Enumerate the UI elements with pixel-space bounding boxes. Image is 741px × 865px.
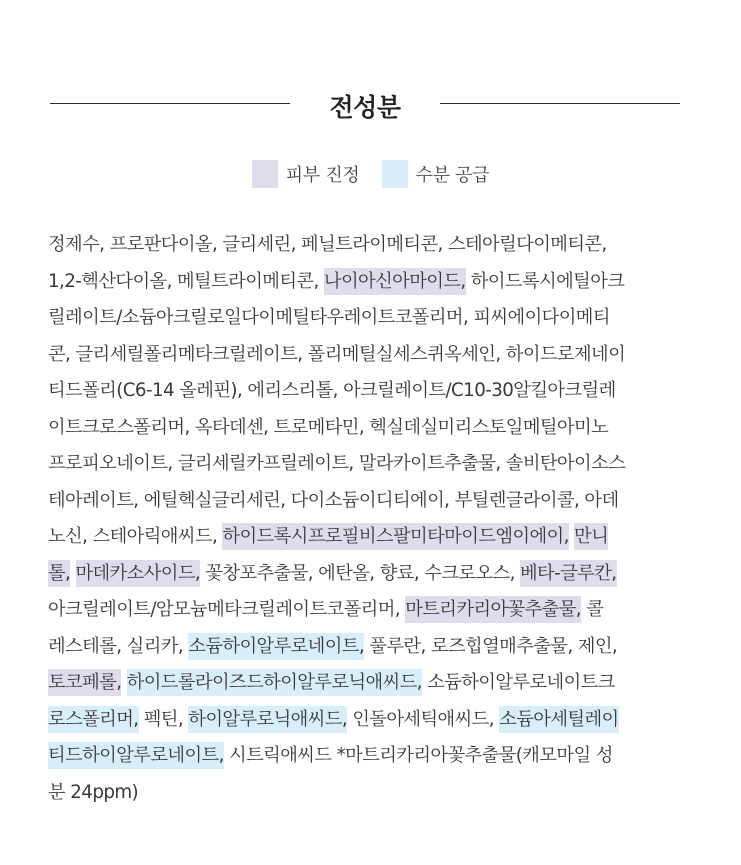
- ingredient-soothing: 톨,: [48, 560, 70, 587]
- ingredient-text: 콜: [581, 599, 604, 620]
- ingredient-line: [48, 629, 688, 666]
- section-title: 전성분: [329, 93, 401, 122]
- ingredient-text: 정제수, 프로판다이올, 글리세린, 페닐트라이메티콘, 스테아릴다이메티콘,: [48, 234, 607, 255]
- ingredient-text: 레스테롤, 실리카,: [48, 635, 189, 657]
- legend-label-hydration: 수분 공급: [415, 165, 490, 186]
- ingredient-soothing: 만니: [574, 523, 608, 550]
- legend-swatch-hydration: [382, 160, 408, 188]
- ingredient-text: 릴레이트/소듐아크릴로일다이메틸타우레이트코폴리머, 피씨에이다이메티: [48, 307, 610, 328]
- ingredient-list: [48, 227, 688, 811]
- ingredient-line: [48, 410, 688, 447]
- ingredient-text: [121, 672, 126, 693]
- ingredient-hydration: 소듐하이알루로네이트,: [188, 633, 364, 660]
- ingredient-soothing: 베타-글루칸,: [520, 560, 617, 587]
- legend-swatch-soothing: [252, 160, 278, 188]
- ingredient-line: [48, 738, 688, 775]
- ingredient-line: [48, 264, 688, 301]
- ingredient-hydration: 하이드롤라이즈드하이알루로닉애씨드,: [127, 669, 422, 696]
- legend: [0, 160, 741, 188]
- ingredient-line: [48, 702, 688, 739]
- ingredient-text: 시트릭애씨드 *마트리카리아꽃추출물(캐모마일 성: [223, 745, 613, 766]
- ingredient-line: [48, 519, 688, 556]
- title-rule-right: [440, 103, 680, 104]
- ingredient-text: 분 24ppm): [48, 781, 139, 803]
- ingredient-text: 꽃창포추출물, 에탄올, 향료, 수크로오스,: [200, 562, 520, 584]
- ingredient-text: 테아레이트, 에틸헥실글리세린, 다이소듐이디티에이, 부틸렌글라이콜, 아데: [48, 489, 619, 511]
- ingredient-soothing: 하이드록시프로필비스팔미타마이드엠이에이,: [222, 523, 568, 550]
- ingredient-line: [48, 446, 688, 483]
- ingredient-soothing: 나이아신아마이드,: [324, 268, 466, 295]
- section-header: [50, 82, 680, 126]
- ingredient-text: [70, 563, 75, 584]
- ingredient-line: [48, 300, 688, 337]
- legend-item-soothing: [252, 160, 360, 188]
- ingredient-text: 프로피오네이트, 글리세릴카프릴레이트, 말라카이트추출물, 솔비탄아이소스: [48, 453, 626, 474]
- ingredient-line: [48, 775, 688, 812]
- ingredient-text: 1,2-헥산다이올, 메틸트라이메티콘,: [48, 270, 324, 292]
- legend-label-soothing: 피부 진정: [285, 165, 360, 186]
- ingredient-hydration: 소듐아세틸레이: [499, 706, 618, 733]
- ingredient-line: [48, 227, 688, 264]
- ingredient-text: 노신, 스테아릭애씨드,: [48, 526, 223, 547]
- ingredient-line: [48, 665, 688, 702]
- ingredient-soothing: 토코페롤,: [48, 669, 121, 696]
- ingredient-line: [48, 556, 688, 593]
- ingredient-hydration: 하이알루로닉애씨드,: [188, 706, 347, 733]
- ingredient-text: 펙틴,: [138, 708, 189, 730]
- ingredient-line: [48, 373, 688, 410]
- ingredient-text: 인돌아세틱애씨드,: [347, 708, 500, 730]
- ingredient-text: 아크릴레이트/암모늄메타크릴레이트코폴리머,: [48, 599, 406, 620]
- ingredient-line: [48, 337, 688, 374]
- ingredient-soothing: 마트리카리아꽃추출물,: [405, 596, 581, 623]
- ingredient-text: 티드폴리(C6-14 올레핀), 에리스리톨, 아크릴레이트/C10-30알킬아크릴레: [48, 380, 616, 401]
- ingredient-text: 콘, 글리세릴폴리메타크릴레이트, 폴리메틸실세스퀴옥세인, 하이드로제네이: [48, 343, 626, 365]
- ingredient-hydration: 로스폴리머,: [48, 706, 139, 733]
- ingredient-line: [48, 592, 688, 629]
- ingredient-text: 풀루란, 로즈힙열매추출물, 제인,: [364, 635, 618, 657]
- ingredient-text: 소듐하이알루로네이트크: [421, 672, 615, 693]
- ingredient-soothing: 마데카소사이드,: [76, 560, 201, 587]
- ingredient-line: [48, 483, 688, 520]
- ingredient-hydration: 티드하이알루로네이트,: [48, 742, 224, 769]
- legend-item-hydration: [382, 160, 490, 188]
- ingredient-text: 이트크로스폴리머, 옥타데센, 트로메타민, 헥실데실미리스토일메틸아미노: [48, 416, 609, 438]
- ingredient-text: 하이드록시에틸아크: [465, 270, 625, 292]
